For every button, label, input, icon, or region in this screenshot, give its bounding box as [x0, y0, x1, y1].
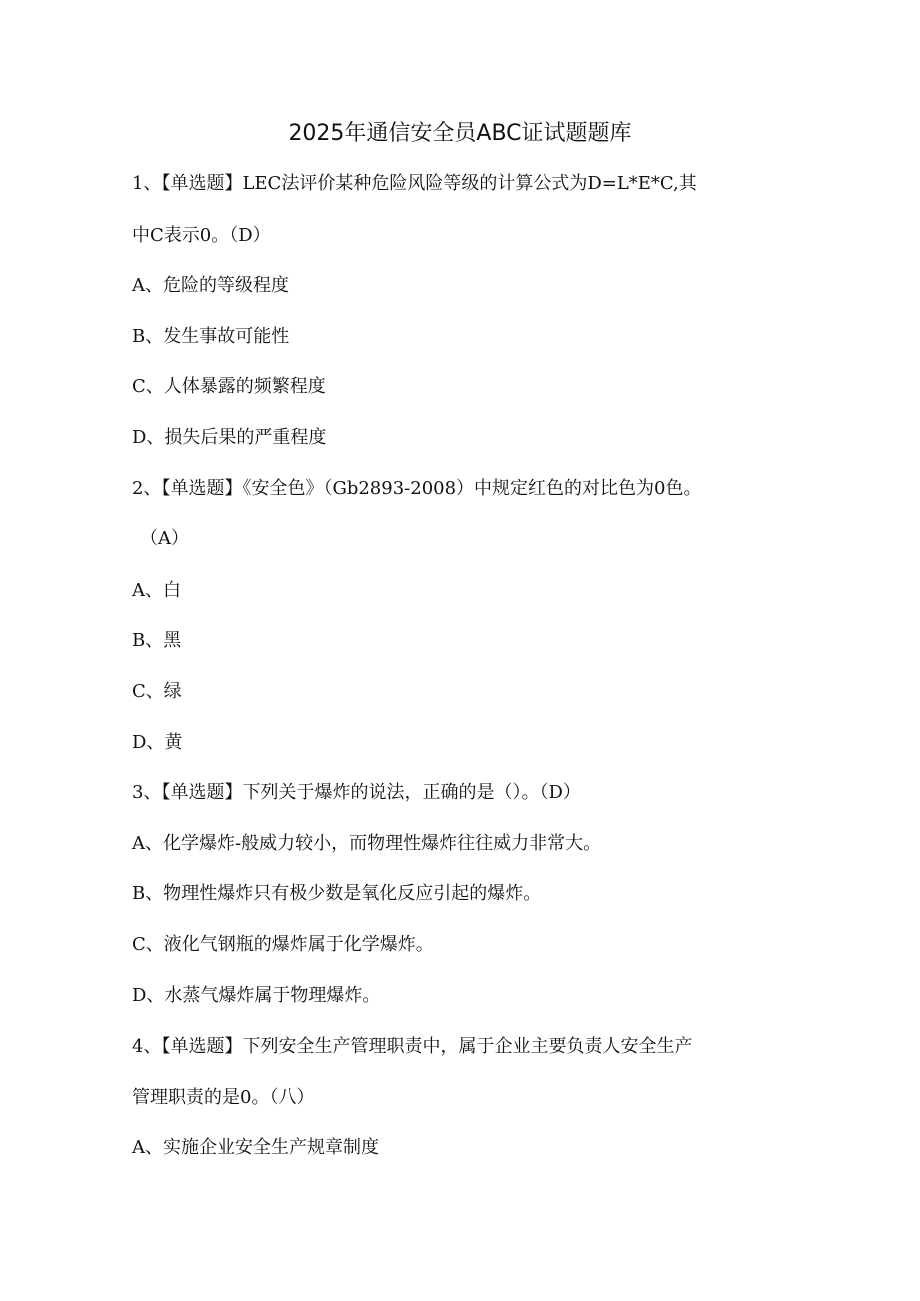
- question-3-option-d: D、水蒸气爆炸属于物理爆炸。: [132, 985, 381, 1006]
- question-2-text: 2、【单选题】《安全色》（Gb2893-2008）中规定红色的对比色为0色。: [132, 478, 702, 499]
- question-4-option-a: A、实施企业安全生产规章制度: [132, 1137, 379, 1158]
- question-2-option-a: A、白: [132, 580, 181, 601]
- question-1-text: 1、【单选题】LEC法评价某种危险风险等级的计算公式为D=L*E*C,其: [132, 173, 697, 194]
- question-1-option-d: D、损失后果的严重程度: [132, 427, 327, 448]
- question-4-text-cont: 管理职责的是0。（八）: [132, 1087, 315, 1108]
- question-2-option-d: D、黄: [132, 732, 183, 753]
- question-1-text-cont: 中C表示0。（D）: [132, 225, 271, 246]
- question-2-option-b: B、黑: [132, 630, 182, 651]
- page-title: 2025年通信安全员ABC证试题题库: [288, 121, 632, 146]
- question-3-option-c: C、液化气钢瓶的爆炸属于化学爆炸。: [132, 934, 434, 955]
- question-1-option-b: B、发生事故可能性: [132, 326, 290, 347]
- question-1-option-c: C、人体暴露的频繁程度: [132, 376, 326, 397]
- question-3-text: 3、【单选题】下列关于爆炸的说法，正确的是（）。（D）: [132, 782, 581, 803]
- question-1-option-a: A、危险的等级程度: [132, 275, 289, 296]
- question-3-option-b: B、物理性爆炸只有极少数是氧化反应引起的爆炸。: [132, 883, 542, 904]
- question-2-option-c: C、绿: [132, 681, 182, 702]
- question-2-text-cont: （A）: [140, 528, 189, 549]
- question-4-text: 4、【单选题】下列安全生产管理职责中，属于企业主要负责人安全生产: [132, 1036, 693, 1057]
- question-3-option-a: A、化学爆炸-般威力较小，而物理性爆炸往往威力非常大。: [132, 833, 602, 854]
